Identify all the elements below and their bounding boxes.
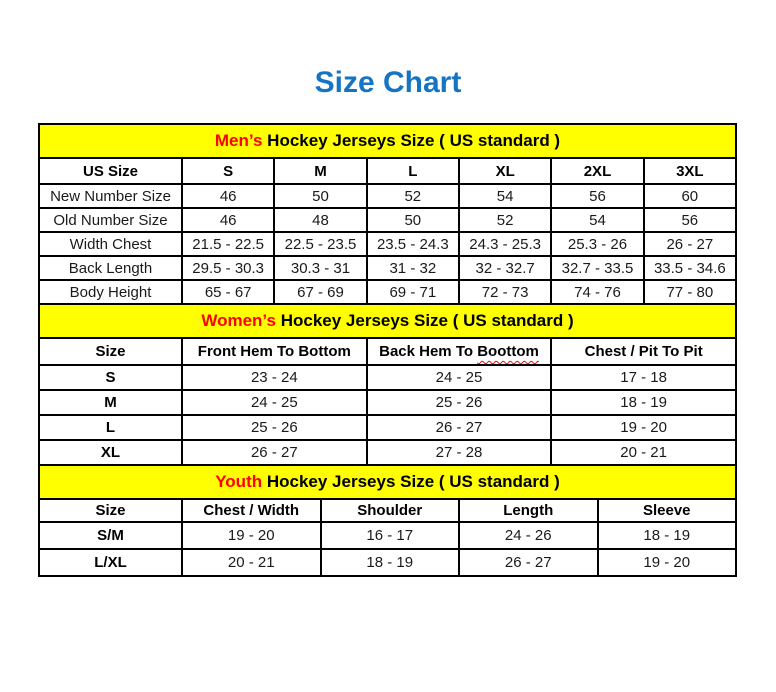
table-cell: 32 - 32.7 bbox=[459, 256, 551, 280]
table-cell: 26 - 27 bbox=[367, 415, 552, 440]
youth-section-banner bbox=[39, 465, 736, 499]
table-cell: 27 - 28 bbox=[367, 440, 552, 465]
table-cell: 50 bbox=[367, 208, 459, 232]
mens-banner-row bbox=[39, 124, 736, 158]
size-chart-tables bbox=[38, 123, 737, 577]
table-row bbox=[39, 415, 736, 440]
table-cell: 25.3 - 26 bbox=[551, 232, 643, 256]
womens-section-banner bbox=[39, 304, 736, 338]
table-cell: 24 - 26 bbox=[459, 522, 598, 549]
mens-size-table bbox=[38, 123, 737, 305]
table-cell: 77 - 80 bbox=[644, 280, 736, 304]
table-row bbox=[39, 184, 736, 208]
table-cell: 21.5 - 22.5 bbox=[182, 232, 274, 256]
table-cell: 54 bbox=[551, 208, 643, 232]
table-cell: 30.3 - 31 bbox=[274, 256, 366, 280]
table-cell: 26 - 27 bbox=[644, 232, 736, 256]
row-label: L bbox=[39, 415, 182, 440]
table-cell: 46 bbox=[182, 208, 274, 232]
row-label: XL bbox=[39, 440, 182, 465]
table-cell: 48 bbox=[274, 208, 366, 232]
column-header: S bbox=[182, 158, 274, 184]
table-row bbox=[39, 365, 736, 390]
table-cell: 25 - 26 bbox=[182, 415, 367, 440]
table-row bbox=[39, 522, 736, 549]
table-cell: 46 bbox=[182, 184, 274, 208]
table-cell: 56 bbox=[551, 184, 643, 208]
youth-size-table bbox=[38, 464, 737, 577]
table-cell: 18 - 19 bbox=[321, 549, 460, 576]
womens-size-table bbox=[38, 303, 737, 466]
table-cell: 69 - 71 bbox=[367, 280, 459, 304]
mens-banner-text: Hockey Jerseys Size ( US standard ) bbox=[267, 131, 561, 150]
column-header: Size bbox=[39, 499, 182, 522]
row-label: Body Height bbox=[39, 280, 182, 304]
column-header: Chest / Pit To Pit bbox=[551, 338, 736, 365]
table-cell: 65 - 67 bbox=[182, 280, 274, 304]
table-cell: 50 bbox=[274, 184, 366, 208]
column-header: Shoulder bbox=[321, 499, 460, 522]
misspelled-word: Boottom bbox=[477, 343, 539, 360]
womens-banner-text: Hockey Jerseys Size ( US standard ) bbox=[280, 311, 574, 330]
mens-section-banner bbox=[39, 124, 736, 158]
column-header: Chest / Width bbox=[182, 499, 321, 522]
youth-banner-text: Hockey Jerseys Size ( US standard ) bbox=[266, 472, 560, 491]
table-cell: 32.7 - 33.5 bbox=[551, 256, 643, 280]
column-header: 3XL bbox=[644, 158, 736, 184]
row-label: New Number Size bbox=[39, 184, 182, 208]
column-header: US Size bbox=[39, 158, 182, 184]
table-row bbox=[39, 208, 736, 232]
mens-header-row bbox=[39, 158, 736, 184]
table-cell: 18 - 19 bbox=[598, 522, 737, 549]
table-cell: 20 - 21 bbox=[551, 440, 736, 465]
column-header: 2XL bbox=[551, 158, 643, 184]
table-cell: 25 - 26 bbox=[367, 390, 552, 415]
table-row bbox=[39, 232, 736, 256]
page-title: Size Chart bbox=[314, 66, 462, 99]
table-cell: 20 - 21 bbox=[182, 549, 321, 576]
table-cell: 22.5 - 23.5 bbox=[274, 232, 366, 256]
youth-header-row bbox=[39, 499, 736, 522]
table-cell: 56 bbox=[644, 208, 736, 232]
column-header: XL bbox=[459, 158, 551, 184]
youth-banner-row bbox=[39, 465, 736, 499]
column-header: L bbox=[367, 158, 459, 184]
table-cell: 19 - 20 bbox=[182, 522, 321, 549]
table-cell: 29.5 - 30.3 bbox=[182, 256, 274, 280]
column-header: Length bbox=[459, 499, 598, 522]
table-cell: 16 - 17 bbox=[321, 522, 460, 549]
table-cell: 72 - 73 bbox=[459, 280, 551, 304]
table-cell: 19 - 20 bbox=[551, 415, 736, 440]
table-cell: 33.5 - 34.6 bbox=[644, 256, 736, 280]
mens-banner-highlight: Men’s bbox=[214, 131, 263, 150]
table-cell: 67 - 69 bbox=[274, 280, 366, 304]
table-cell: 19 - 20 bbox=[598, 549, 737, 576]
column-header: M bbox=[274, 158, 366, 184]
table-cell: 74 - 76 bbox=[551, 280, 643, 304]
table-cell: 52 bbox=[459, 208, 551, 232]
table-cell: 54 bbox=[459, 184, 551, 208]
womens-banner-row bbox=[39, 304, 736, 338]
table-row bbox=[39, 280, 736, 304]
table-row bbox=[39, 390, 736, 415]
row-label: Back Length bbox=[39, 256, 182, 280]
column-header: Size bbox=[39, 338, 182, 365]
table-cell: 24.3 - 25.3 bbox=[459, 232, 551, 256]
row-label: Width Chest bbox=[39, 232, 182, 256]
youth-banner-highlight: Youth bbox=[215, 472, 263, 491]
row-label: Old Number Size bbox=[39, 208, 182, 232]
table-cell: 31 - 32 bbox=[367, 256, 459, 280]
column-header-text: Back Hem To bbox=[379, 343, 474, 360]
table-cell: 18 - 19 bbox=[551, 390, 736, 415]
table-row bbox=[39, 256, 736, 280]
column-header: Sleeve bbox=[598, 499, 737, 522]
womens-banner-highlight: Women’s bbox=[201, 311, 276, 330]
row-label: M bbox=[39, 390, 182, 415]
table-cell: 23.5 - 24.3 bbox=[367, 232, 459, 256]
column-header: Front Hem To Bottom bbox=[182, 338, 367, 365]
womens-header-row bbox=[39, 338, 736, 365]
row-label: S/M bbox=[39, 522, 182, 549]
row-label: L/XL bbox=[39, 549, 182, 576]
table-cell: 26 - 27 bbox=[459, 549, 598, 576]
table-cell: 60 bbox=[644, 184, 736, 208]
table-row bbox=[39, 549, 736, 576]
table-cell: 52 bbox=[367, 184, 459, 208]
column-header bbox=[367, 338, 552, 365]
table-cell: 24 - 25 bbox=[367, 365, 552, 390]
table-cell: 17 - 18 bbox=[551, 365, 736, 390]
row-label: S bbox=[39, 365, 182, 390]
table-row bbox=[39, 440, 736, 465]
table-cell: 24 - 25 bbox=[182, 390, 367, 415]
table-cell: 26 - 27 bbox=[182, 440, 367, 465]
table-cell: 23 - 24 bbox=[182, 365, 367, 390]
